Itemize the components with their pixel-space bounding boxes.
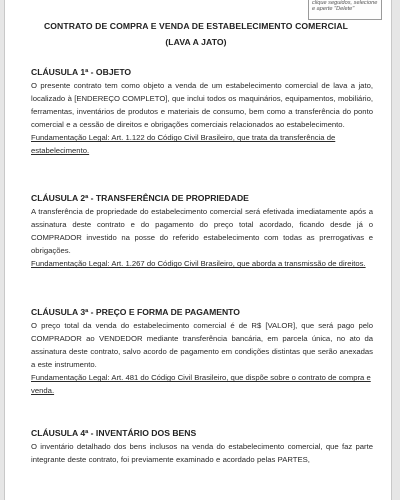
document-page bbox=[4, 0, 392, 500]
clause-1 bbox=[31, 67, 373, 157]
clause-2 bbox=[31, 193, 373, 270]
instruction-note bbox=[308, 0, 382, 20]
clause-3 bbox=[31, 307, 373, 397]
clause-body: O preço total da venda do estabelecimento comercial é de R$ [VALOR], que será pago pelo COMPRADOR ao VENDEDOR mediante transferência bancária, em parcela única, no ato da assinatura deste contrato, salvo acordo de pagamento em condições distintas que serão anexadas a este instrumento. bbox=[31, 321, 373, 370]
clause-heading: CLÁUSULA 4ª - INVENTÁRIO DOS BENS bbox=[31, 428, 197, 438]
clause-body: A transferência de propriedade do estabelecimento comercial será efetivada imediatamente após a assinatura deste contrato e do pagamento do preço total acordado, ficando desde já o COMPRADOR investido na posse do referido estabelecimento com todas as prerrogativas e obrigações. bbox=[31, 207, 373, 256]
clause-legal-basis: Fundamentação Legal: Art. 481 do Código Civil Brasileiro, que dispõe sobre o contrato de compra e venda. bbox=[31, 373, 371, 396]
clause-legal-basis: Fundamentação Legal: Art. 1.267 do Código Civil Brasileiro, que aborda a transmissão de direitos. bbox=[31, 259, 366, 269]
clause-body: O presente contrato tem como objeto a venda de um estabelecimento comercial de lava a jato, localizado à [ENDEREÇO COMPLETO], que inclui todos os maquinários, equipamentos, mobiliário, ferramentas, inventários de produtos e materiais de consumo, bem como a transferência do ponto comercial e a cessão de direitos e obrigações comerciais relacionados ao estabelecimento. bbox=[31, 81, 373, 130]
document-title: CONTRATO DE COMPRA E VENDA DE ESTABELECIMENTO COMERCIAL bbox=[43, 21, 349, 31]
clause-heading: CLÁUSULA 3ª - PREÇO E FORMA DE PAGAMENTO bbox=[31, 307, 240, 317]
clause-heading: CLÁUSULA 2ª - TRANSFERÊNCIA DE PROPRIEDADE bbox=[31, 193, 249, 203]
clause-4 bbox=[31, 428, 373, 466]
document-subtitle: (LAVA A JATO) bbox=[165, 37, 227, 47]
clause-legal-basis: Fundamentação Legal: Art. 1.122 do Código Civil Brasileiro, que trata da transferência de estabelecimento. bbox=[31, 133, 336, 156]
instruction-note-text: clique seguidos, selecione e aperte "Delete" bbox=[312, 0, 378, 13]
clause-heading: CLÁUSULA 1ª - OBJETO bbox=[31, 67, 132, 77]
clause-body: O inventário detalhado dos bens inclusos na venda do estabelecimento comercial, que faz parte integrante deste contrato, foi previamente examinado e acordado pelas PARTES, bbox=[31, 442, 373, 465]
